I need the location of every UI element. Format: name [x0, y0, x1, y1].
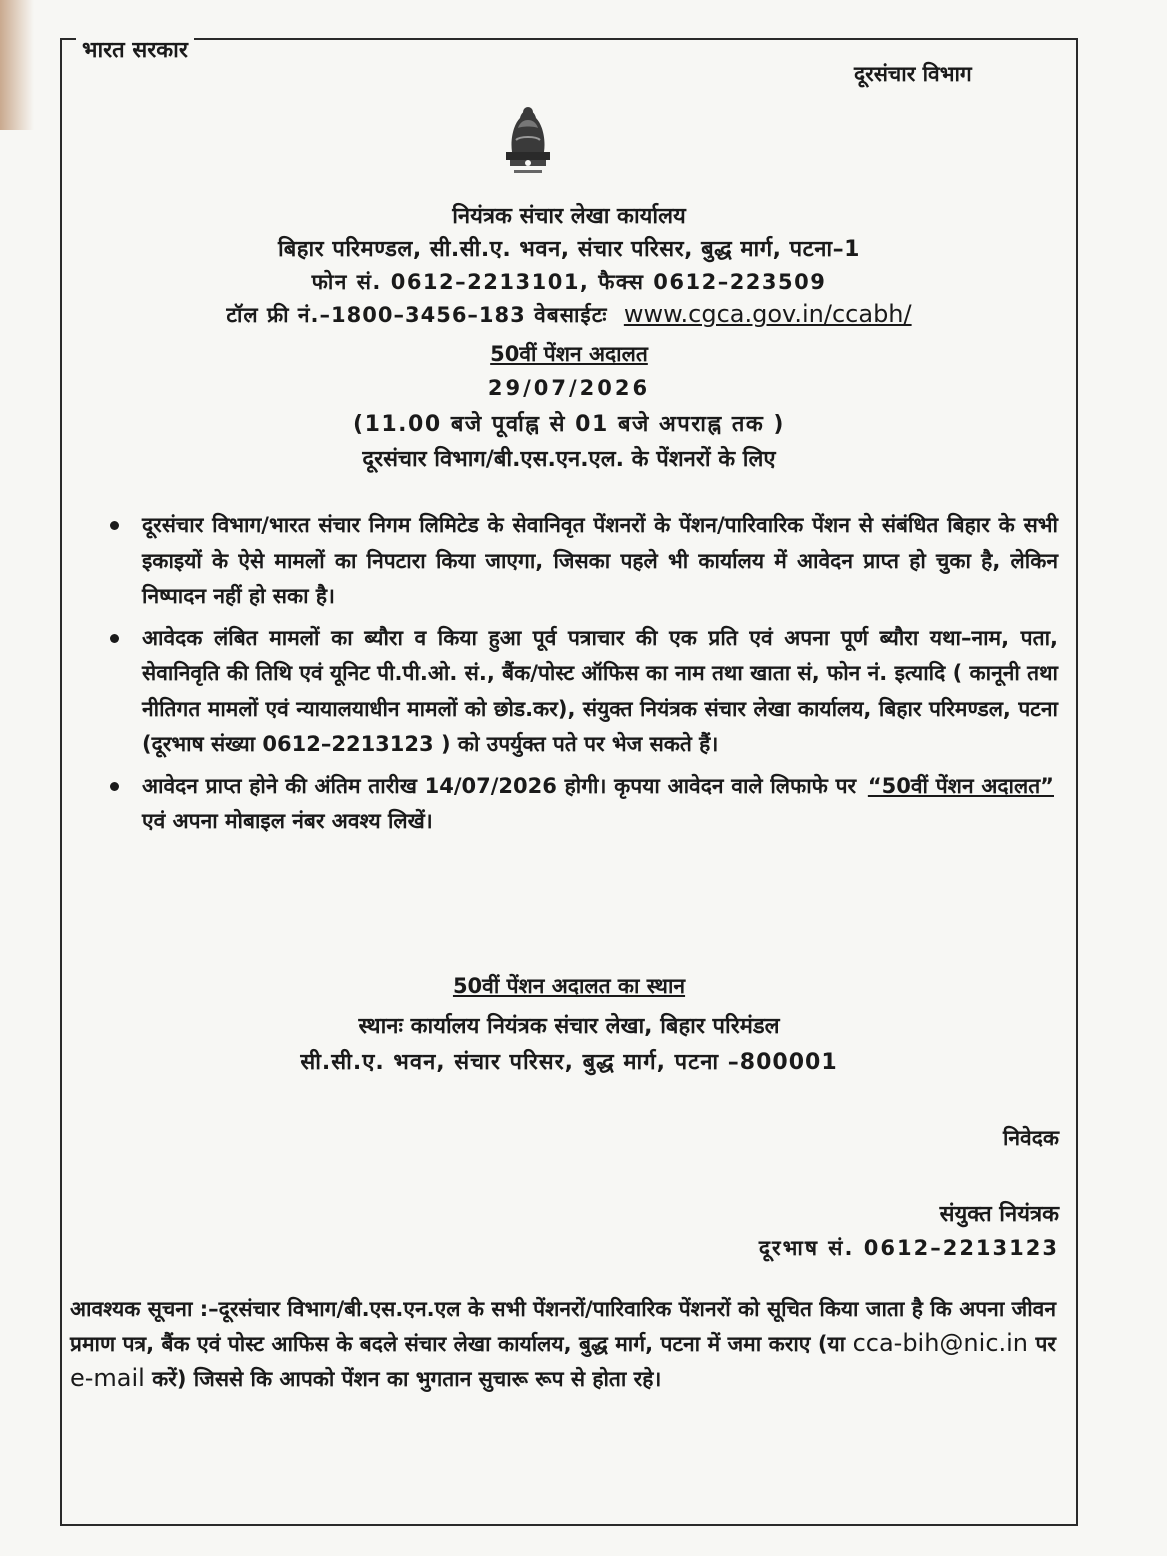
bullet-icon: [110, 634, 119, 643]
venue-heading: [60, 972, 1078, 1000]
event-date: 29/07/2026: [487, 376, 651, 400]
notice-email-word: e-mail: [70, 1364, 145, 1392]
page-edge-shadow: [0, 0, 34, 130]
notice-text: आवश्यक सूचना :–दूरसंचार विभाग/बी.एस.एन.एल के सभी पेंशनरों/पारिवारिक पेंशनरों को सूचित किया जाता है कि अपना जीवन प्रमाण पत्र, बैंक एवं पोस्ट आफिस के बदले संचार लेखा कार्यालय, बुद्ध मार्ग, पटना में जमा कराए (या: [70, 1297, 1056, 1356]
bullet-icon: [110, 782, 119, 791]
important-notice: [70, 1292, 1056, 1396]
office-phone: फोन सं. 0612–2213101, फैक्स 0612–223509: [311, 270, 827, 294]
bullet-icon: [110, 521, 119, 530]
list-item: [110, 621, 1058, 763]
list-item-text: दूरसंचार विभाग/भारत संचार निगम लिमिटेड के सेवानिवृत पेंशनरों के पेंशन/पारिवारिक पेंशन से संबंधित बिहार के सभी इकाइयों के ऐसे मामलों का निपटारा किया जाएगा, जिसका पहले भी कार्यालय में आवेदन प्राप्त हो चुका है, लेकिन निष्पादन नहीं हो सका है।: [142, 513, 1058, 608]
event-audience: दूरसंचार विभाग/बी.एस.एन.एल. के पेंशनरों के लिए: [362, 447, 776, 472]
signature-requester: निवेदक: [1002, 1126, 1059, 1150]
signature-title: संयुक्त नियंत्रक: [939, 1202, 1059, 1227]
national-emblem-icon: [490, 98, 566, 180]
government-label: भारत सरकार: [76, 34, 194, 64]
department-label: दूरसंचार विभाग: [854, 62, 972, 86]
venue-line-2: सी.सी.ए. भवन, संचार परिसर, बुद्ध मार्ग, पटना –800001: [300, 1050, 838, 1075]
event-title-text: 50वीं पेंशन अदालत: [490, 342, 648, 366]
notice-text: पर: [1035, 1332, 1057, 1356]
website-link[interactable]: www.cgca.gov.in/ccabh/: [623, 300, 912, 328]
instructions-list: [110, 508, 1058, 846]
event-time: (11.00 बजे पूर्वाह्न से 01 बजे अपराह्न तक ): [353, 412, 785, 437]
signature-phone: दूरभाष सं. 0612–2213123: [758, 1236, 1059, 1260]
venue-line-1: स्थानः कार्यालय नियंत्रक संचार लेखा, बिहार परिमंडल: [358, 1014, 780, 1039]
tollfree-label: टॉल फ्री नं.–1800–3456–183 वेबसाईटः: [226, 303, 608, 327]
event-title: [60, 340, 1078, 368]
list-item: [110, 769, 1058, 840]
office-name: नियंत्रक संचार लेखा कार्यालय: [452, 204, 686, 229]
envelope-label: “50वीं पेंशन अदालत”: [867, 773, 1054, 798]
list-item: [110, 508, 1058, 615]
office-address: बिहार परिमण्डल, सी.सी.ए. भवन, संचार परिसर, बुद्ध मार्ग, पटना–1: [278, 237, 860, 262]
list-item-text: आवेदक लंबित मामलों का ब्यौरा व किया हुआ पूर्व पत्राचार की एक प्रति एवं अपना पूर्ण ब्यौरा यथा–नाम, पता, सेवानिवृति की तिथि एवं यूनिट पी.पी.ओ. सं., बैंक/पोस्ट ऑफिस का नाम तथा खाता सं, फोन नं. इत्यादि ( कानूनी तथा नीतिगत मामलों एवं न्यायालयाधीन मामलों को छोड.कर), संयुक्त नियंत्रक संचार लेखा कार्यालय, बिहार परिमण्डल, पटना (दूरभाष संख्या 0612–2213123 ) को उपर्युक्त पते पर भेज सकते हैं।: [142, 625, 1058, 756]
list-item-text: आवेदन प्राप्त होने की अंतिम तारीख 14/07/2026 होगी। कृपया आवेदन वाले लिफाफे पर: [142, 773, 857, 798]
venue-heading-text: 50वीं पेंशन अदालत का स्थान: [452, 974, 686, 998]
notice-email[interactable]: cca-bih@nic.in: [852, 1329, 1029, 1357]
notice-text: करें) जिससे कि आपको पेंशन का भुगतान सुचारू रूप से होता रहे।: [152, 1367, 662, 1391]
list-item-text: एवं अपना मोबाइल नंबर अवश्य लिखें।: [142, 809, 433, 833]
tollfree-line: [60, 300, 1078, 329]
